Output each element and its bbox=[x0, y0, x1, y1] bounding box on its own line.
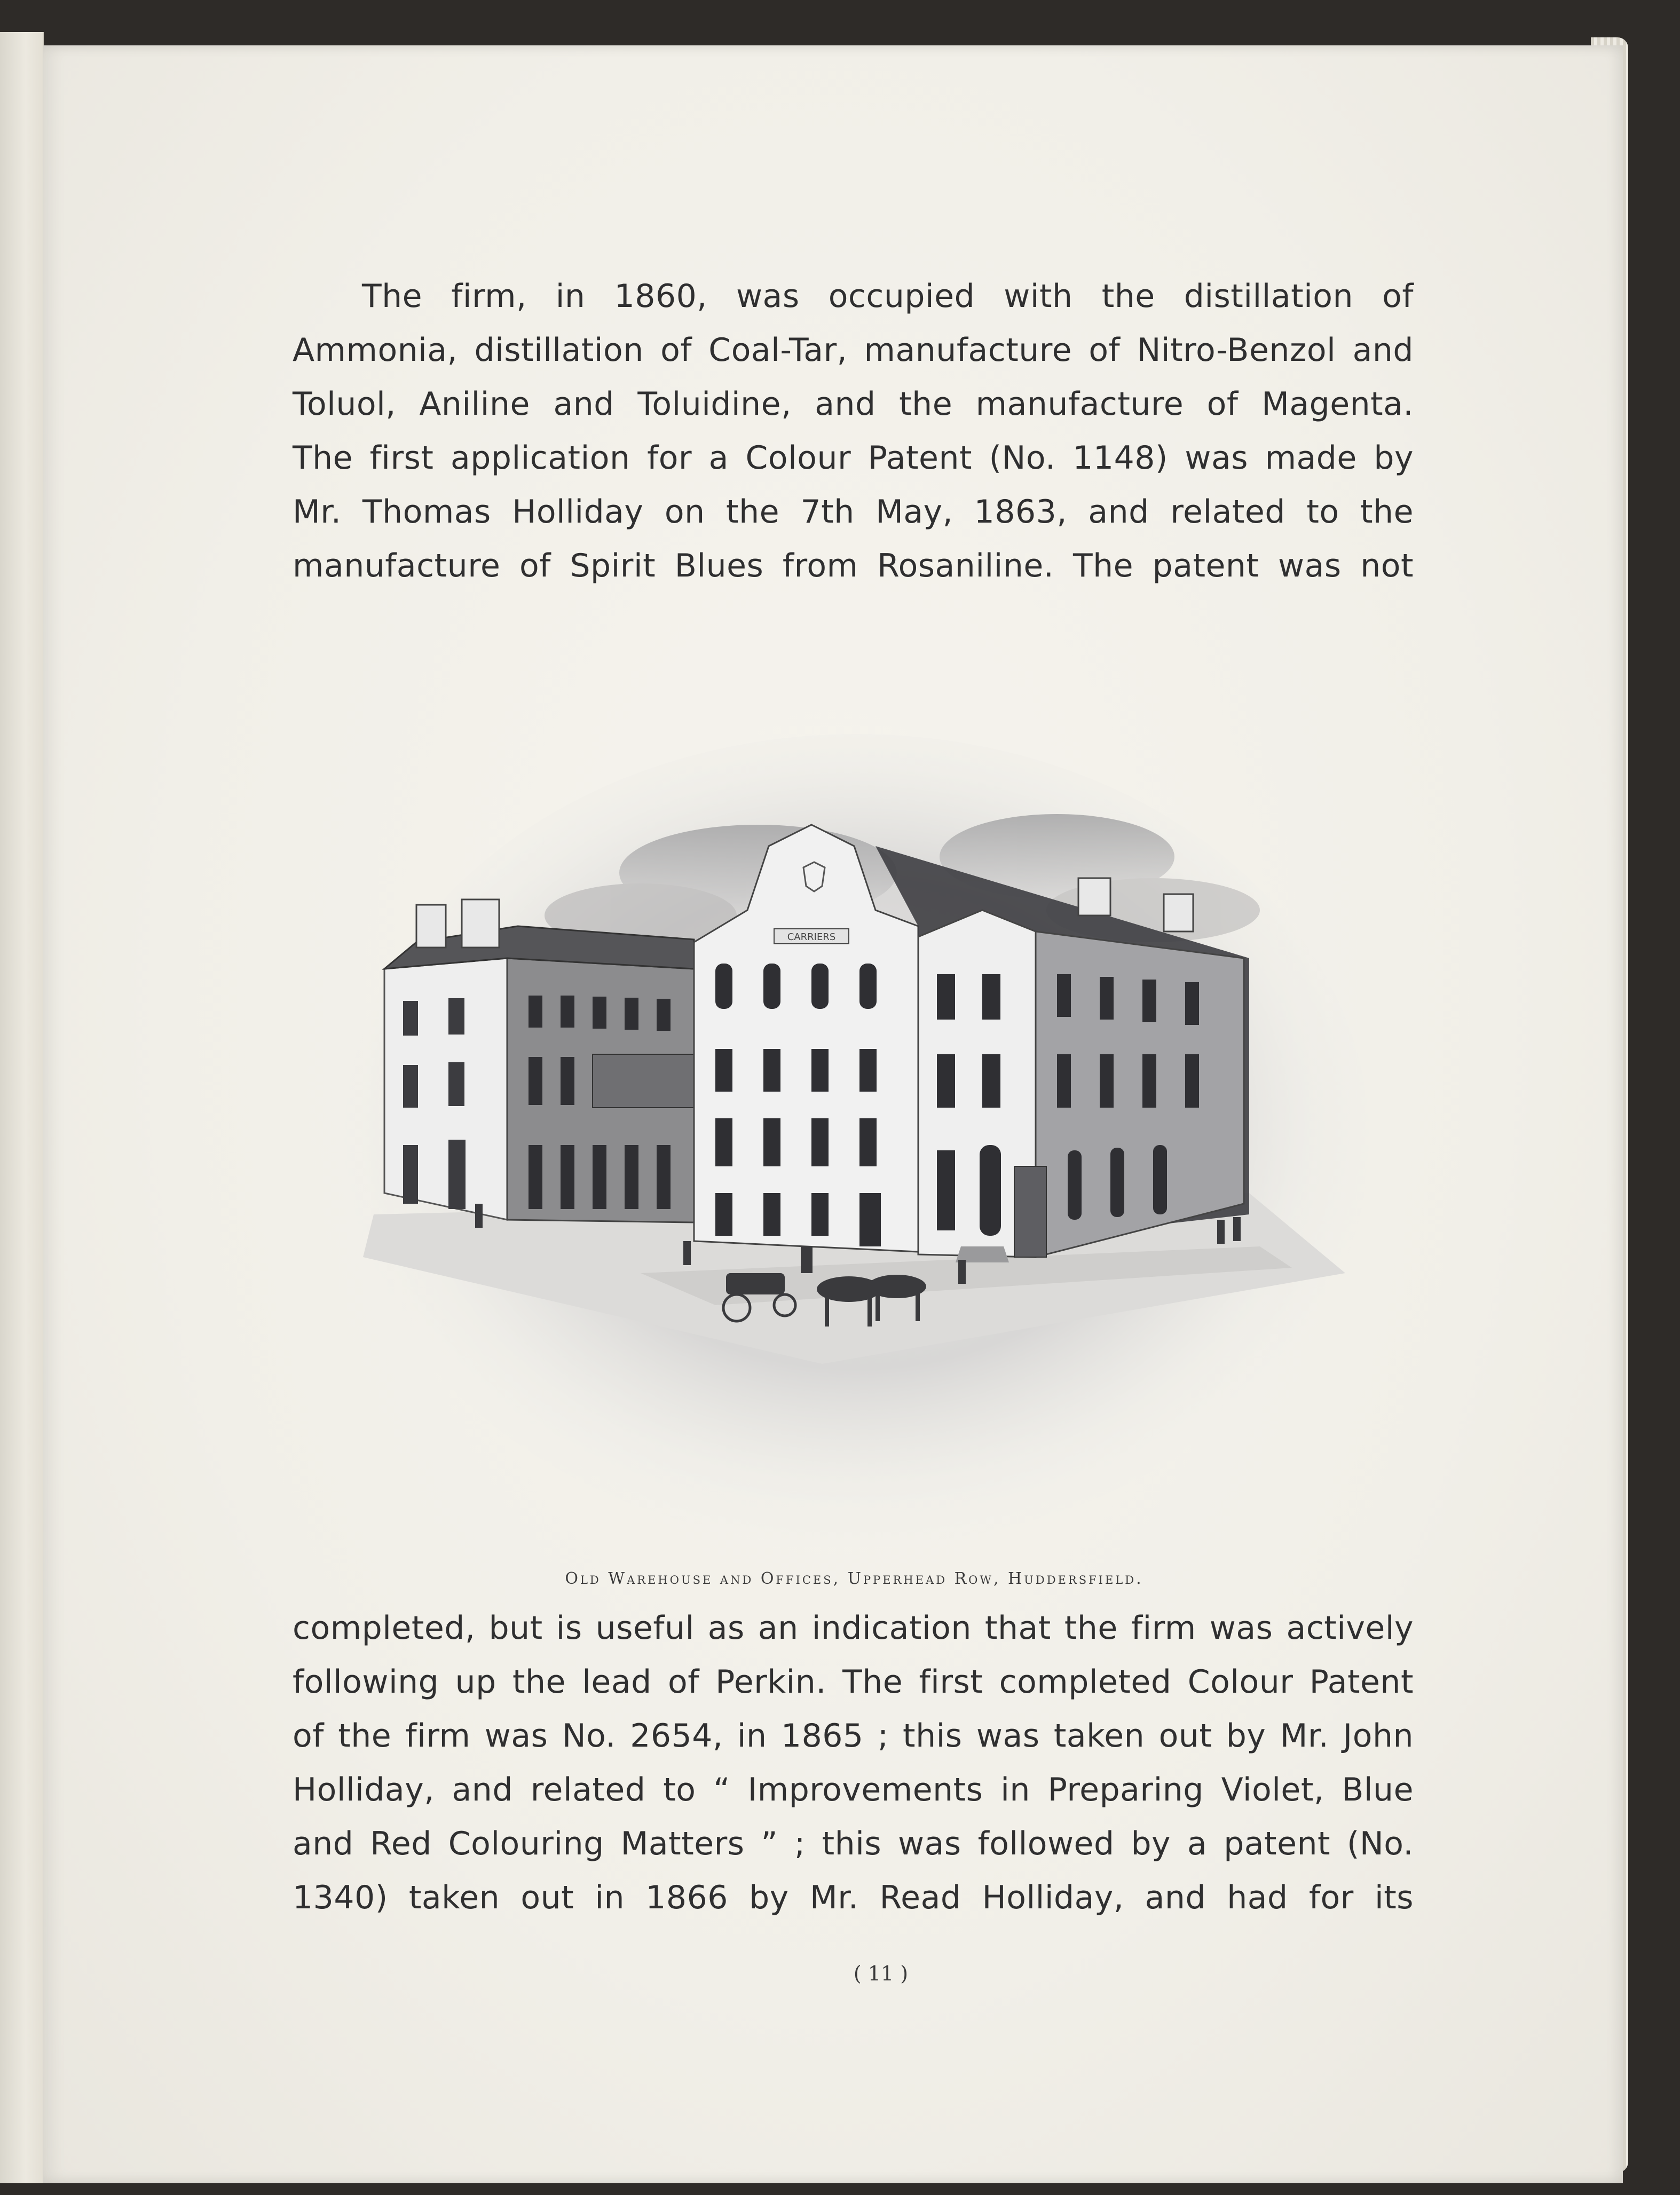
left-wing-building bbox=[384, 899, 694, 1222]
text-line: The firm, in 1860, was occupied with the distillation of bbox=[362, 278, 1414, 315]
text-line: Ammonia, distillation of Coal-Tar, manufacture of Nitro-Benzol and bbox=[293, 331, 1414, 369]
page-number: ( 11 ) bbox=[853, 1962, 909, 1985]
paragraph-bottom bbox=[293, 1601, 1414, 1925]
book-spine bbox=[0, 32, 44, 2183]
text-line: and Red Colouring Matters ” ; this was followed by a patent (No. bbox=[293, 1825, 1414, 1862]
right-wing-building bbox=[876, 846, 1249, 1262]
text-line: 1340) taken out in 1866 by Mr. Read Holliday, and had for its bbox=[293, 1879, 1414, 1916]
illustration-caption: Old Warehouse and Offices, Upperhead Row, Huddersfield. bbox=[565, 1569, 1143, 1588]
text-line: Holliday, and related to “ Improvements in Preparing Violet, Blue bbox=[293, 1771, 1414, 1809]
text-line: Mr. Thomas Holliday on the 7th May, 1863, and related to the bbox=[293, 493, 1414, 531]
text-line: Toluol, Aniline and Toluidine, and the manufacture of Magenta. bbox=[293, 385, 1414, 423]
text-line: following up the lead of Perkin. The first completed Colour Patent bbox=[293, 1663, 1414, 1701]
text-line: completed, but is useful as an indication that the firm was actively bbox=[293, 1609, 1414, 1647]
text-line: The first application for a Colour Patent (No. 1148) was made by bbox=[293, 439, 1414, 477]
text-line: manufacture of Spirit Blues from Rosaniline. The patent was not bbox=[293, 547, 1414, 585]
text-line: of the firm was No. 2654, in 1865 ; this was taken out by Mr. John bbox=[293, 1717, 1414, 1755]
building-sign-text: CARRIERS bbox=[787, 931, 836, 943]
book-page bbox=[43, 45, 1623, 2183]
warehouse-illustration bbox=[342, 734, 1372, 1551]
paragraph-top bbox=[293, 270, 1414, 593]
